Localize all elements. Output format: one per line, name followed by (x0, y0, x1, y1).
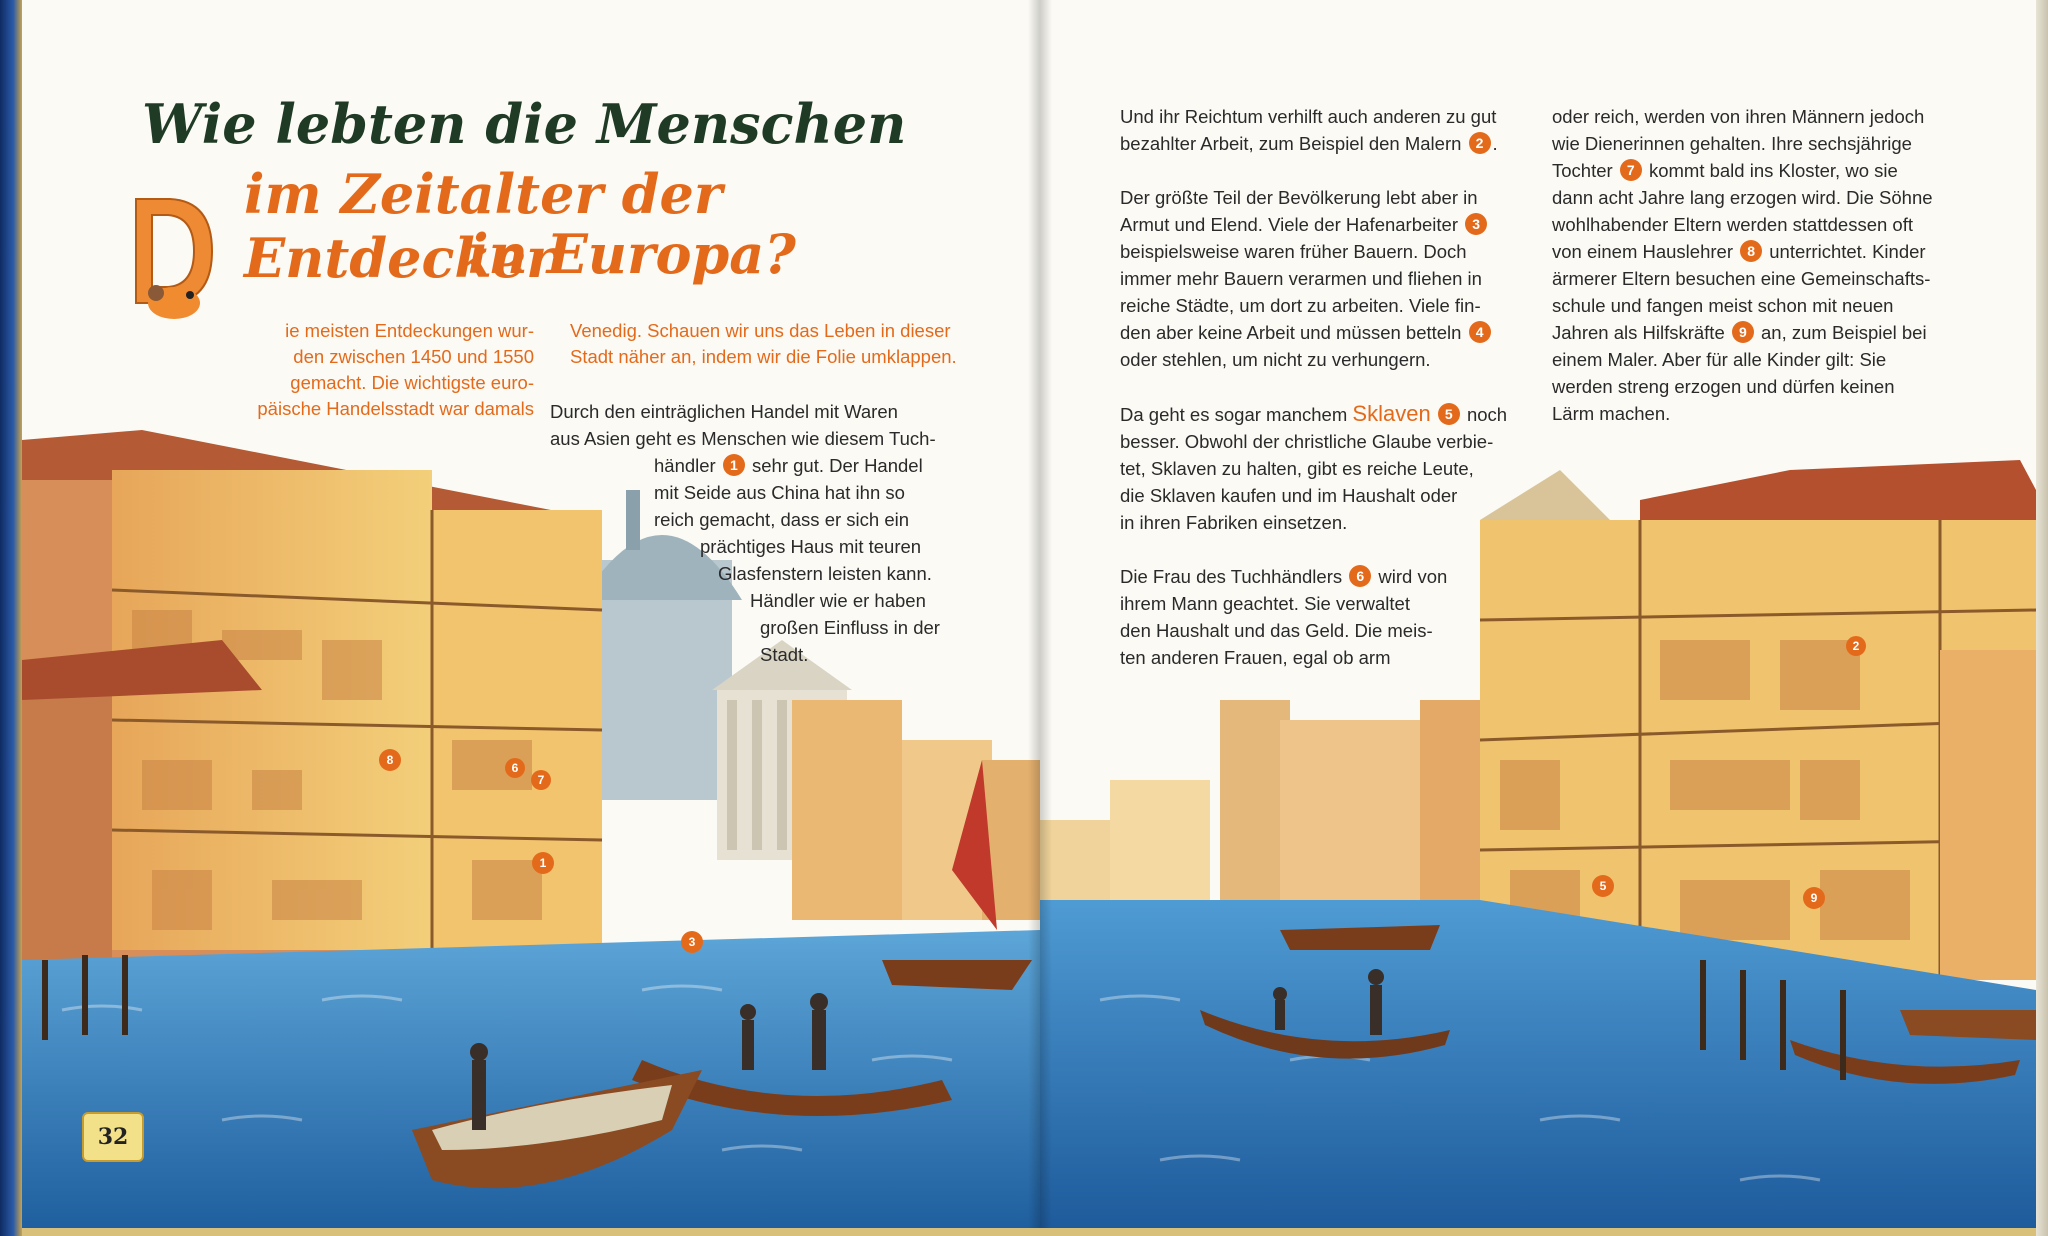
intro-line: Venedig. Schauen wir uns das Leben in dieser (570, 320, 951, 341)
title-line-2: im Zeitalter der Entdecker (244, 162, 723, 290)
text-line: Da geht es sogar manchem Sklaven 5 noch (1120, 401, 1508, 426)
number-badge: 3 (1465, 213, 1487, 235)
text-line: Lärm machen. (1552, 403, 1671, 424)
text-line: beispielsweise waren früher Bauern. Doch (1120, 241, 1467, 262)
text-line: von einem Hauslehrer 8 unterrichtet. Kinder (1552, 241, 1926, 262)
intro-column-1 (254, 318, 534, 422)
scene-marker-5: 5 (1599, 879, 1607, 893)
text-line: reiche Städte, um dort zu arbeiten. Viele fin- (1120, 295, 1481, 316)
book-gutter (1028, 0, 1052, 1236)
text-line: Jahren als Hilfskräfte 9 an, zum Beispiel bei (1552, 322, 1927, 343)
left-page (22, 0, 1040, 1228)
intro-line: gemacht. Die wichtigste euro- (290, 372, 534, 393)
number-badge: 4 (1469, 321, 1491, 343)
text-line: Durch den einträglichen Handel mit Waren (550, 401, 898, 422)
scene-marker-8: 8 (386, 753, 394, 767)
text-line: tet, Sklaven zu halten, gibt es reiche Leute, (1120, 458, 1474, 479)
text-line: werden streng erzogen und dürfen keinen (1552, 376, 1895, 397)
scene-marker-2: 2 (1852, 639, 1860, 653)
page-bottom-edge (22, 1228, 2036, 1236)
text-line: Der größte Teil der Bevölkerung lebt aber in (1120, 187, 1478, 208)
scene-marker-7: 7 (537, 773, 545, 787)
cover-edge-left (0, 0, 22, 1236)
highlight-word: Sklaven (1352, 401, 1431, 426)
text-line: mit Seide aus China hat ihn so (654, 482, 905, 503)
text-line: aus Asien geht es Menschen wie diesem Tuch- (550, 428, 936, 449)
intro-line: ie meisten Entdeckungen wur- (285, 320, 534, 341)
text-line: wie Dienerinnen gehalten. Ihre sechsjährige (1552, 133, 1912, 154)
number-badge: 8 (1740, 240, 1762, 262)
text-line: händler 1 sehr gut. Der Handel (654, 455, 923, 476)
right-column-1 (1120, 103, 1507, 671)
left-body-text (550, 398, 940, 668)
text-line: Die Frau des Tuchhändlers 6 wird von (1120, 566, 1448, 587)
text-line: den Haushalt und das Geld. Die meis- (1120, 620, 1433, 641)
text-line: oder stehlen, um nicht zu verhungern. (1120, 349, 1431, 370)
text-line: Händler wie er haben (750, 590, 926, 611)
roof-right (1640, 460, 2036, 520)
text-line: die Sklaven kaufen und im Haushalt oder (1120, 485, 1458, 506)
text-line: ihrem Mann geachtet. Sie verwaltet (1120, 593, 1410, 614)
text-line: schule und fangen meist schon mit neuen (1552, 295, 1894, 316)
right-page (1040, 0, 2036, 1228)
title-line-1: Wie lebten die Menschen (142, 92, 907, 156)
text-line: Glasfenstern leisten kann. (718, 563, 932, 584)
number-badge: 5 (1438, 403, 1460, 425)
mouse-dropcap (130, 195, 218, 325)
intro-line: Stadt näher an, indem wir die Folie umklappen. (570, 346, 957, 367)
text-line: Stadt. (760, 644, 809, 665)
number-badge: 6 (1349, 565, 1371, 587)
intro-line: den zwischen 1450 und 1550 (293, 346, 534, 367)
text-line: den aber keine Arbeit und müssen betteln 4 (1120, 319, 1507, 346)
bell-tower (1220, 700, 1290, 920)
scene-marker-3: 3 (688, 935, 696, 949)
text-line: dann acht Jahre lang erzogen wird. Die Söhne (1552, 187, 1933, 208)
text-line: ärmerer Eltern besuchen eine Gemeinschafts- (1552, 268, 1931, 289)
text-line: wohlhabender Eltern werden stattdessen oft (1552, 214, 1913, 235)
right-column-2 (1552, 103, 1933, 427)
text-line: besser. Obwohl der christliche Glaube verbie- (1120, 431, 1494, 452)
cover-edge-right (2036, 0, 2048, 1236)
scene-marker-9: 9 (1810, 891, 1818, 905)
text-line: oder reich, werden von ihren Männern jedoch (1552, 106, 1925, 127)
scene-marker-6: 6 (511, 761, 519, 775)
scene-marker-1: 1 (539, 856, 547, 870)
text-line: großen Einfluss in der (760, 617, 940, 638)
number-badge: 2 (1469, 132, 1491, 154)
number-badge: 9 (1732, 321, 1754, 343)
number-badge: 1 (723, 454, 745, 476)
text-line: immer mehr Bauern verarmen und fliehen in (1120, 268, 1482, 289)
text-line: Armut und Elend. Viele der Hafenarbeiter 3 (1120, 211, 1507, 238)
number-badge: 7 (1620, 159, 1642, 181)
text-line: ten anderen Frauen, egal ob arm (1120, 647, 1391, 668)
text-line: bezahlter Arbeit, zum Beispiel den Malern 2 . (1120, 133, 1498, 154)
text-line: einem Maler. Aber für alle Kinder gilt: Sie (1552, 349, 1887, 370)
intro-line: päische Handelsstadt war damals (257, 398, 534, 419)
page-number: 32 (82, 1112, 144, 1162)
intro-column-2 (570, 318, 990, 370)
title-line-3: in Europa? (468, 222, 796, 286)
background-building (792, 700, 902, 920)
text-line: reich gemacht, dass er sich ein (654, 509, 910, 530)
text-line: prächtiges Haus mit teuren (700, 536, 922, 557)
text-line: in ihren Fabriken einsetzen. (1120, 512, 1348, 533)
text-line: Tochter 7 kommt bald ins Kloster, wo sie (1552, 160, 1898, 181)
text-line: Und ihr Reichtum verhilft auch anderen zu gut (1120, 106, 1497, 127)
